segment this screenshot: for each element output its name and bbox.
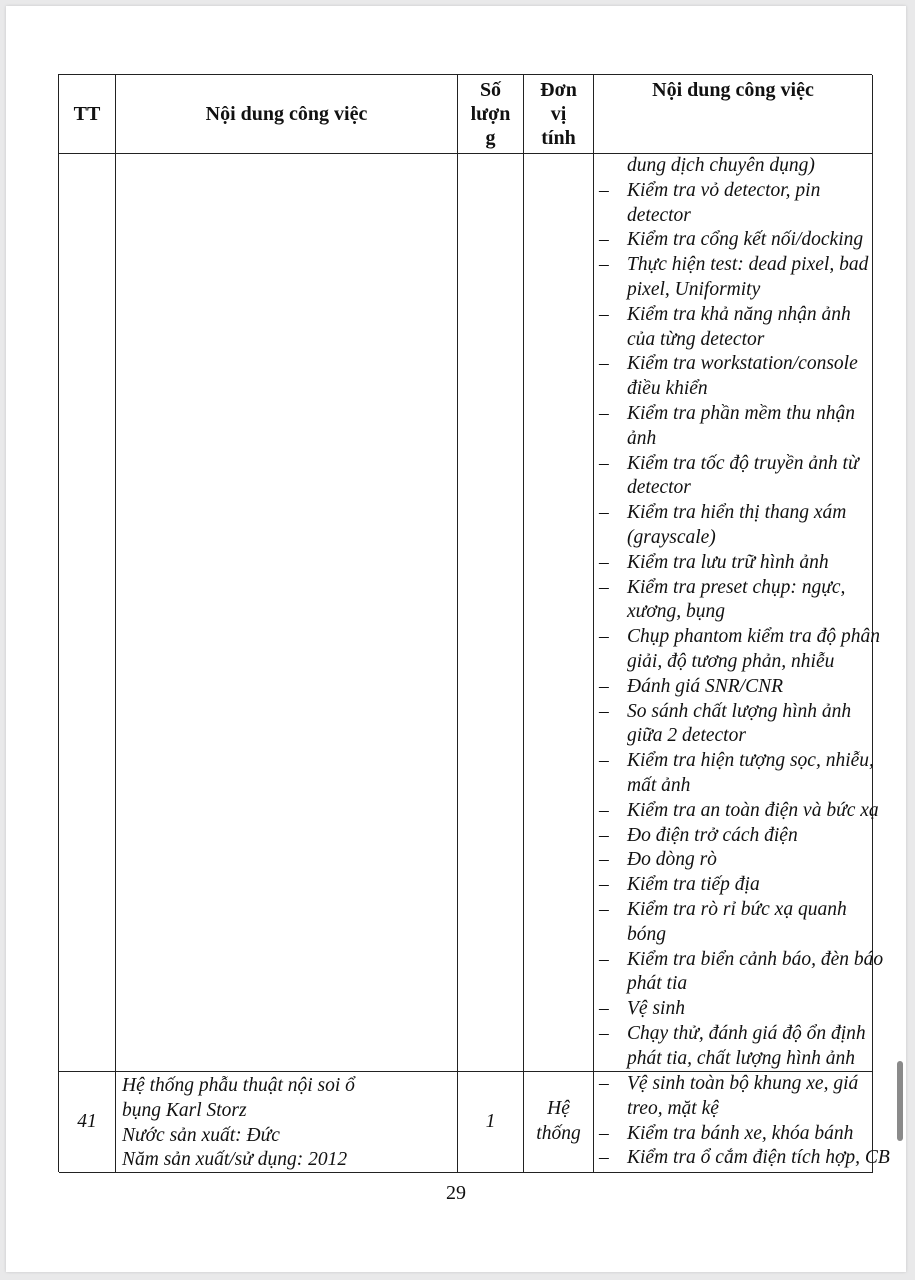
work-table <box>58 74 890 1172</box>
task-item <box>599 1072 872 1122</box>
row41-unit-l2: thống <box>536 1123 581 1144</box>
task-item <box>599 873 872 898</box>
row41-tt: 41 <box>77 1111 97 1132</box>
task-line: Kiểm tra khả năng nhận ảnh <box>627 303 851 325</box>
task-item <box>599 824 872 849</box>
task-item <box>599 749 872 799</box>
dash-bullet: – <box>599 254 609 276</box>
task-line: Kiểm tra cổng kết nối/docking <box>627 229 864 251</box>
dash-bullet: – <box>599 898 609 920</box>
cont-content-cell <box>116 154 458 1072</box>
task-item <box>599 848 872 873</box>
task-item <box>599 625 880 675</box>
header-content <box>116 75 458 154</box>
task-line: (grayscale) <box>627 526 716 548</box>
task-item <box>599 452 872 502</box>
task-line: điều khiển <box>627 378 708 400</box>
cont-work-cell <box>594 154 884 1072</box>
dash-bullet: – <box>599 551 609 573</box>
header-unit <box>524 75 594 154</box>
task-item <box>599 1022 872 1072</box>
header-tt <box>59 75 116 154</box>
task-item <box>599 675 872 700</box>
row41-device-name-1: Hệ thống phẫu thuật nội soi ổ <box>122 1075 355 1096</box>
task-item <box>599 352 872 402</box>
dash-bullet: – <box>599 402 609 424</box>
header-tt-text: TT <box>73 103 101 125</box>
task-line: Kiểm tra phần mềm thu nhận <box>627 402 856 424</box>
page-number: 29 <box>446 1182 466 1204</box>
task-line: Kiểm tra biển cảnh báo, đèn báo <box>627 948 884 970</box>
dash-bullet: – <box>599 229 609 251</box>
task-line: detector <box>627 204 691 226</box>
task-line: mất ảnh <box>627 774 691 796</box>
header-qty-l2: lượn <box>470 103 511 125</box>
dash-bullet: – <box>599 353 609 375</box>
task-line: Kiểm tra tốc độ truyền ảnh từ <box>627 452 859 474</box>
task-line: ảnh <box>627 427 657 449</box>
dash-bullet: – <box>599 824 609 846</box>
task-line: Kiểm tra ổ cắm điện tích hợp, CB <box>627 1147 890 1169</box>
document-page <box>6 6 906 1272</box>
task-line: phát tia, chất lượng hình ảnh <box>627 1047 855 1069</box>
header-unit-l3: tính <box>541 127 576 149</box>
task-item <box>599 179 872 229</box>
cont-qty-cell <box>458 154 524 1072</box>
dash-bullet: – <box>599 502 609 524</box>
row41-work-cell <box>594 1072 890 1173</box>
task-line: Thực hiện test: dead pixel, bad <box>627 254 869 276</box>
dash-bullet: – <box>599 1022 609 1044</box>
task-line: Đo điện trở cách điện <box>627 824 798 846</box>
task-line: Kiểm tra hiện tượng sọc, nhiễu, <box>627 750 874 772</box>
task-item <box>599 700 872 750</box>
task-line: Kiểm tra lưu trữ hình ảnh <box>627 551 829 573</box>
dash-bullet: – <box>599 750 609 772</box>
row41-qty: 1 <box>485 1111 496 1132</box>
row41-device-name-2: bụng Karl Storz <box>122 1099 247 1121</box>
task-item <box>599 1122 872 1147</box>
task-line: Kiểm tra workstation/console <box>627 353 858 375</box>
task-line: pixel, Uniformity <box>627 278 761 300</box>
row41-device-cell <box>116 1072 458 1173</box>
task-line: detector <box>627 477 691 499</box>
dash-bullet: – <box>599 576 609 598</box>
task-item <box>599 303 872 353</box>
row41-task-list <box>599 1072 890 1171</box>
header-qty-l1: Số <box>479 79 502 101</box>
row41-unit-cell <box>524 1072 594 1173</box>
header-qty-l3: g <box>485 127 496 149</box>
task-line: Vệ sinh toàn bộ khung xe, giá <box>627 1073 859 1094</box>
dash-bullet: – <box>599 874 609 896</box>
task-line: Kiểm tra tiếp địa <box>627 874 760 896</box>
task-line: phát tia <box>627 973 688 995</box>
row41-qty-cell <box>458 1072 524 1173</box>
dash-bullet: – <box>599 700 609 722</box>
header-content-text: Nội dung công việc <box>205 103 368 125</box>
task-line: bóng <box>627 923 666 945</box>
task-line: Kiểm tra bánh xe, khóa bánh <box>627 1122 854 1144</box>
dash-bullet: – <box>599 452 609 474</box>
dash-bullet: – <box>599 948 609 970</box>
row41-year: Năm sản xuất/sử dụng: 2012 <box>122 1149 348 1171</box>
task-item <box>599 253 872 303</box>
dash-bullet: – <box>599 849 609 871</box>
task-line: So sánh chất lượng hình ảnh <box>627 700 852 722</box>
task-line: Kiểm tra vỏ detector, pin <box>627 179 821 201</box>
task-item <box>599 228 872 253</box>
task-item <box>599 576 872 626</box>
dash-bullet: – <box>599 799 609 821</box>
continued-first-line: dung dịch chuyên dụng) <box>627 155 815 176</box>
header-qty <box>458 75 524 154</box>
row41-origin: Nước sản xuất: Đức <box>122 1124 280 1146</box>
task-item <box>599 1146 890 1171</box>
task-line: giải, độ tương phản, nhiễu <box>627 650 835 672</box>
task-item <box>599 799 879 824</box>
task-line: Kiểm tra an toàn điện và bức xạ <box>627 799 879 821</box>
task-line: Kiểm tra rò rỉ bức xạ quanh <box>627 898 847 920</box>
dash-bullet: – <box>599 1147 609 1169</box>
row41-unit-l1: Hệ <box>547 1098 570 1120</box>
task-item <box>599 948 884 998</box>
task-item <box>599 501 872 551</box>
header-work-text: Nội dung công việc <box>652 79 814 101</box>
task-item <box>599 997 872 1022</box>
task-line: Chạy thử, đánh giá độ ổn định <box>627 1022 866 1044</box>
dash-bullet: – <box>599 1122 609 1144</box>
task-line: Kiểm tra preset chụp: ngực, <box>627 576 846 598</box>
task-line: Kiểm tra hiển thị thang xám <box>627 502 847 524</box>
task-item <box>599 898 872 948</box>
row41-tt-cell <box>59 1072 116 1173</box>
dash-bullet: – <box>599 1073 609 1094</box>
dash-bullet: – <box>599 998 609 1020</box>
task-item <box>599 551 872 576</box>
cont-unit-cell <box>524 154 594 1072</box>
task-line: treo, mặt kệ <box>627 1097 719 1119</box>
cont-tt-cell <box>59 154 116 1072</box>
task-line: Đánh giá SNR/CNR <box>627 675 784 697</box>
scrollbar-thumb[interactable] <box>897 1061 903 1141</box>
task-line: của từng detector <box>627 328 765 350</box>
continued-task-list <box>599 179 884 1072</box>
header-work <box>594 75 873 154</box>
task-item <box>599 402 872 452</box>
task-line: Vệ sinh <box>627 998 685 1020</box>
dash-bullet: – <box>599 626 609 648</box>
header-unit-l1: Đơn <box>540 79 577 101</box>
dash-bullet: – <box>599 179 609 201</box>
dash-bullet: – <box>599 303 609 325</box>
header-unit-l2: vị <box>550 103 567 125</box>
task-line: xương, bụng <box>627 601 725 623</box>
task-line: Đo dòng rò <box>627 849 717 871</box>
task-line: giữa 2 detector <box>627 725 746 747</box>
task-line: Chụp phantom kiểm tra độ phân <box>627 626 880 648</box>
dash-bullet: – <box>599 675 609 697</box>
